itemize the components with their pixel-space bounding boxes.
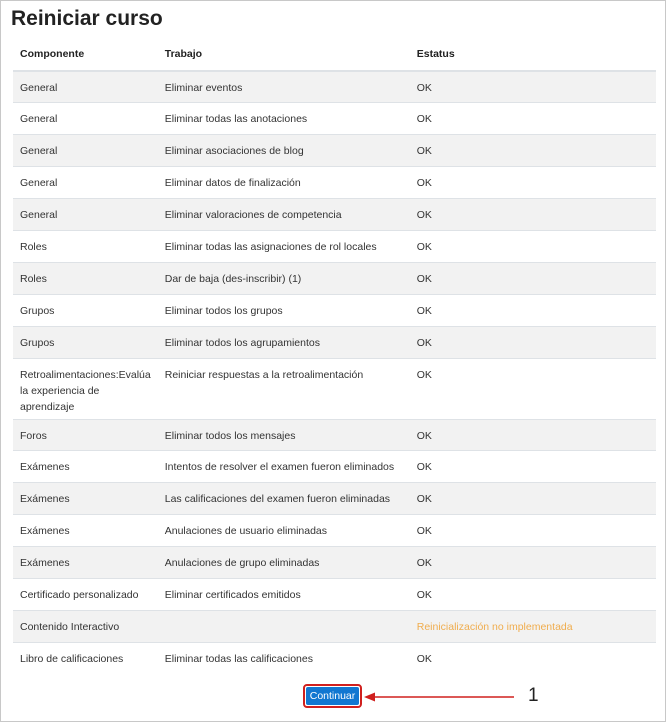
table-row bbox=[13, 578, 656, 610]
table-row bbox=[13, 358, 656, 419]
cell-job: Las calificaciones del examen fueron eliminadas bbox=[158, 483, 410, 515]
cell-job: Eliminar eventos bbox=[158, 71, 410, 103]
table-row bbox=[13, 547, 656, 579]
callout-number: 1 bbox=[528, 685, 539, 706]
cell-job: Eliminar todas las calificaciones bbox=[158, 642, 410, 674]
table-row bbox=[13, 199, 656, 231]
table-row bbox=[13, 103, 656, 135]
table-row bbox=[13, 262, 656, 294]
cell-job: Anulaciones de grupo eliminadas bbox=[158, 547, 410, 579]
cell-status: OK bbox=[410, 358, 656, 419]
header-status: Estatus bbox=[410, 38, 656, 71]
cell-component: General bbox=[13, 71, 158, 103]
table-row bbox=[13, 419, 656, 451]
cell-status: OK bbox=[410, 326, 656, 358]
cell-component: Roles bbox=[13, 262, 158, 294]
cell-job: Eliminar todos los agrupamientos bbox=[158, 326, 410, 358]
cell-job: Eliminar asociaciones de blog bbox=[158, 135, 410, 167]
header-component: Componente bbox=[13, 38, 158, 71]
cell-component: Exámenes bbox=[13, 547, 158, 579]
table-row bbox=[13, 167, 656, 199]
header-job: Trabajo bbox=[158, 38, 410, 71]
cell-status: OK bbox=[410, 230, 656, 262]
reset-results-table bbox=[13, 38, 656, 674]
table-header-row bbox=[13, 38, 656, 71]
table-row bbox=[13, 135, 656, 167]
cell-component: Certificado personalizado bbox=[13, 578, 158, 610]
cell-job: Intentos de resolver el examen fueron eliminados bbox=[158, 451, 410, 483]
cell-component: General bbox=[13, 135, 158, 167]
table-row bbox=[13, 515, 656, 547]
cell-status: OK bbox=[410, 294, 656, 326]
cell-status: OK bbox=[410, 71, 656, 103]
table-row bbox=[13, 610, 656, 642]
cell-job: Dar de baja (des-inscribir) (1) bbox=[158, 262, 410, 294]
cell-status: OK bbox=[410, 451, 656, 483]
table-row bbox=[13, 230, 656, 262]
table-row bbox=[13, 294, 656, 326]
cell-component: General bbox=[13, 103, 158, 135]
table-row bbox=[13, 71, 656, 103]
cell-job: Eliminar valoraciones de competencia bbox=[158, 199, 410, 231]
cell-status: OK bbox=[410, 483, 656, 515]
cell-status: OK bbox=[410, 515, 656, 547]
cell-component: Libro de calificaciones bbox=[13, 642, 158, 674]
cell-component: Contenido Interactivo bbox=[13, 610, 158, 642]
cell-status: OK bbox=[410, 103, 656, 135]
table-row bbox=[13, 451, 656, 483]
cell-component: Roles bbox=[13, 230, 158, 262]
cell-status-warning: Reinicialización no implementada bbox=[410, 610, 656, 642]
cell-component: Grupos bbox=[13, 294, 158, 326]
cell-status: OK bbox=[410, 419, 656, 451]
table-row bbox=[13, 483, 656, 515]
cell-component: Exámenes bbox=[13, 515, 158, 547]
cell-job: Eliminar todos los grupos bbox=[158, 294, 410, 326]
cell-job: Reiniciar respuestas a la retroalimentación bbox=[158, 358, 410, 419]
cell-status: OK bbox=[410, 262, 656, 294]
callout-arrow-icon bbox=[364, 691, 514, 703]
cell-component: Grupos bbox=[13, 326, 158, 358]
cell-status: OK bbox=[410, 135, 656, 167]
table-row bbox=[13, 642, 656, 674]
cell-job: Eliminar todas las anotaciones bbox=[158, 103, 410, 135]
cell-component: Foros bbox=[13, 419, 158, 451]
cell-job: Eliminar certificados emitidos bbox=[158, 578, 410, 610]
cell-job: Eliminar todos los mensajes bbox=[158, 419, 410, 451]
page-title: Reiniciar curso bbox=[11, 7, 163, 30]
table-row bbox=[13, 326, 656, 358]
cell-component: Retroalimentaciones:Evalúa la experiencia de aprendizaje bbox=[13, 358, 158, 419]
cell-job bbox=[158, 610, 410, 642]
cell-status: OK bbox=[410, 642, 656, 674]
cell-component: Exámenes bbox=[13, 451, 158, 483]
cell-component: Exámenes bbox=[13, 483, 158, 515]
cell-status: OK bbox=[410, 578, 656, 610]
cell-job: Anulaciones de usuario eliminadas bbox=[158, 515, 410, 547]
continue-button-highlight bbox=[303, 684, 362, 708]
cell-status: OK bbox=[410, 199, 656, 231]
cell-status: OK bbox=[410, 547, 656, 579]
cell-component: General bbox=[13, 199, 158, 231]
cell-job: Eliminar datos de finalización bbox=[158, 167, 410, 199]
cell-job: Eliminar todas las asignaciones de rol locales bbox=[158, 230, 410, 262]
continue-button[interactable]: Continuar bbox=[306, 687, 359, 705]
cell-component: General bbox=[13, 167, 158, 199]
cell-status: OK bbox=[410, 167, 656, 199]
